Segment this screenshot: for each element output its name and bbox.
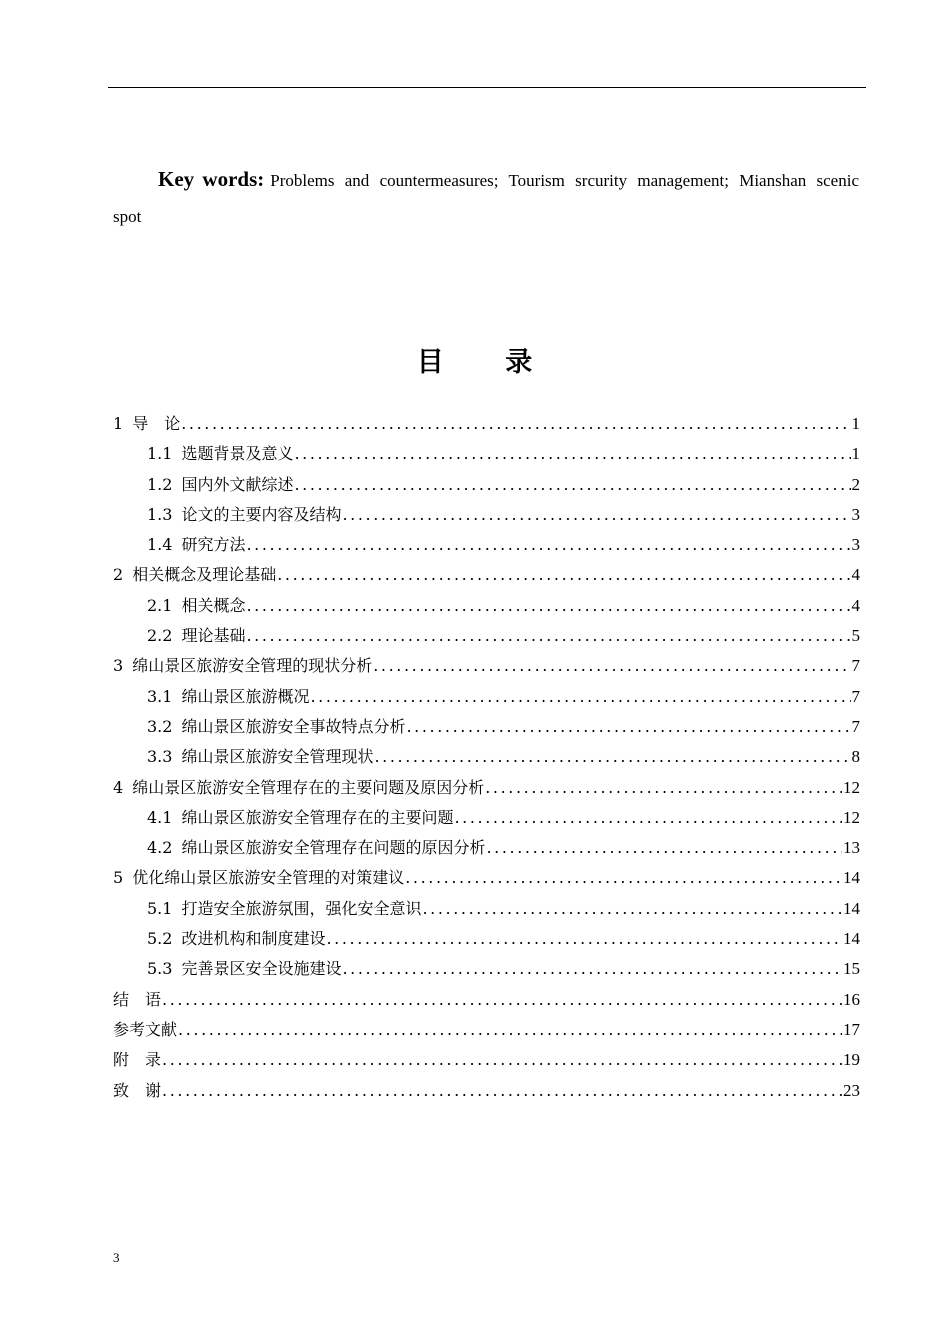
toc-entry-number: 1.3 xyxy=(147,504,173,524)
toc-entry[interactable] xyxy=(113,833,860,863)
toc-entry-page: 1 xyxy=(851,414,860,433)
toc-entry-page: 5 xyxy=(851,626,860,646)
toc-leader-dots xyxy=(374,742,850,772)
toc-entry-page: 14 xyxy=(843,868,860,888)
toc-entry-label: 绵山景区旅游安全管理的现状分析 xyxy=(132,656,373,676)
toc-entry-number: 5.1 xyxy=(147,898,173,918)
toc-entry-page: 7 xyxy=(851,686,860,706)
toc-entry-number: 5.2 xyxy=(147,929,173,949)
header-rule xyxy=(108,87,866,88)
toc-entry-label: 相关概念及理论基础 xyxy=(132,565,277,585)
toc-entry[interactable] xyxy=(113,591,860,621)
toc-entry-number: 2.2 xyxy=(147,626,173,646)
toc-leader-dots xyxy=(246,591,850,621)
toc-leader-dots xyxy=(162,1076,842,1106)
toc-leader-dots xyxy=(277,560,850,590)
toc-entry[interactable] xyxy=(113,954,860,984)
toc-leader-dots xyxy=(485,773,842,803)
toc-entry-label: 导 论 xyxy=(132,414,181,433)
keywords-label: Key words: xyxy=(158,167,265,191)
toc-entry-page: 12 xyxy=(843,807,860,827)
toc-entry-page: 19 xyxy=(843,1050,860,1070)
toc-entry-label: 改进机构和制度建设 xyxy=(181,929,326,949)
toc-entry-number: 1.4 xyxy=(147,535,173,555)
toc-entry-label: 完善景区安全设施建设 xyxy=(181,959,342,979)
toc-entry[interactable] xyxy=(113,773,860,803)
toc-entry-label: 理论基础 xyxy=(181,626,246,646)
toc-entry-number: 1 xyxy=(113,414,124,433)
toc-entry-page: 14 xyxy=(843,929,860,949)
toc-leader-dots xyxy=(181,409,850,439)
toc-entry-number: 4 xyxy=(113,777,124,797)
toc-leader-dots xyxy=(178,1015,842,1045)
toc-entry-label: 绵山景区旅游安全管理存在的主要问题及原因分析 xyxy=(132,777,485,797)
toc-entry[interactable] xyxy=(113,682,860,712)
toc-entry[interactable] xyxy=(113,560,860,590)
toc-entry-number: 5 xyxy=(113,868,124,888)
toc-entry-label: 绵山景区旅游安全管理存在问题的原因分析 xyxy=(181,838,486,858)
toc-entry-page: 15 xyxy=(843,959,860,979)
toc-entry[interactable] xyxy=(113,863,860,893)
toc-entry-page: 4 xyxy=(851,565,860,585)
toc-entry-page: 17 xyxy=(843,1019,860,1039)
toc-entry-number: 3 xyxy=(113,656,124,676)
toc-entry-page: 7 xyxy=(851,716,860,736)
toc-entry-number: 2 xyxy=(113,565,124,585)
toc-leader-dots xyxy=(294,439,850,469)
toc-leader-dots xyxy=(373,651,850,681)
toc-entry-page: 2 xyxy=(851,474,860,494)
toc-leader-dots xyxy=(294,470,850,500)
toc-leader-dots xyxy=(246,621,850,651)
toc-entry[interactable] xyxy=(113,712,860,742)
toc-entry-label: 参考文献 xyxy=(113,1019,178,1039)
toc-entry[interactable] xyxy=(113,439,860,469)
toc-entry-page: 1 xyxy=(851,444,860,464)
toc-leader-dots xyxy=(342,954,842,984)
toc-leader-dots xyxy=(406,712,850,742)
toc-leader-dots xyxy=(326,924,842,954)
toc-entry-label: 绵山景区旅游安全管理现状 xyxy=(181,747,374,767)
toc-entry-number: 1.1 xyxy=(147,444,173,464)
keywords-paragraph xyxy=(113,161,859,235)
toc-entry-number: 3.3 xyxy=(147,747,173,767)
toc-entry-number: 3.2 xyxy=(147,716,173,736)
toc-leader-dots xyxy=(162,1045,842,1075)
toc-entry[interactable] xyxy=(113,530,860,560)
toc-entry[interactable] xyxy=(113,924,860,954)
toc-entry[interactable] xyxy=(113,1015,860,1045)
toc-entry[interactable] xyxy=(113,409,860,439)
toc-entry-page: 3 xyxy=(851,535,860,555)
toc-entry-label: 结 语 xyxy=(113,989,162,1009)
toc-entry[interactable] xyxy=(113,1045,860,1075)
toc-leader-dots xyxy=(342,500,850,530)
toc-entry-label: 研究方法 xyxy=(181,535,246,555)
toc-leader-dots xyxy=(162,985,842,1015)
toc-entry-page: 16 xyxy=(843,989,860,1009)
toc-entry[interactable] xyxy=(113,985,860,1015)
toc-entry-label: 优化绵山景区旅游安全管理的对策建议 xyxy=(132,868,405,888)
toc-entry-label: 选题背景及意义 xyxy=(181,444,294,464)
toc-entry-page: 23 xyxy=(843,1080,860,1100)
toc-entry-page: 14 xyxy=(843,898,860,918)
toc-entry-page: 13 xyxy=(843,838,860,858)
toc-entry-number: 3.1 xyxy=(147,686,173,706)
toc-entry-label: 绵山景区旅游概况 xyxy=(181,686,310,706)
toc-entry[interactable] xyxy=(113,894,860,924)
toc-title: 目 录 xyxy=(416,347,559,378)
toc-entry-label: 论文的主要内容及结构 xyxy=(181,504,342,524)
toc-entry-page: 8 xyxy=(851,747,860,767)
toc-entry-label: 绵山景区旅游安全管理存在的主要问题 xyxy=(181,807,454,827)
toc-entry-label: 打造安全旅游氛围，强化安全意识 xyxy=(181,898,422,918)
toc-entry-page: 4 xyxy=(851,595,860,615)
toc-entry[interactable] xyxy=(113,621,860,651)
toc-entry[interactable] xyxy=(113,742,860,772)
toc-entry-number: 4.2 xyxy=(147,838,173,858)
toc-leader-dots xyxy=(454,803,842,833)
toc-leader-dots xyxy=(405,863,842,893)
toc-entry-number: 4.1 xyxy=(147,807,173,827)
toc-leader-dots xyxy=(310,682,850,712)
toc-entry-page: 12 xyxy=(843,777,860,797)
toc-entry-label: 附 录 xyxy=(113,1050,162,1070)
page-number: 3 xyxy=(113,1250,120,1265)
toc-entry-label: 致 谢 xyxy=(113,1080,162,1100)
toc-entry[interactable] xyxy=(113,500,860,530)
toc-entry-label: 绵山景区旅游安全事故特点分析 xyxy=(181,716,406,736)
toc-entry-label: 国内外文献综述 xyxy=(181,474,294,494)
toc-entry-number: 2.1 xyxy=(147,595,173,615)
toc-entry-number: 1.2 xyxy=(147,474,173,494)
toc-leader-dots xyxy=(246,530,850,560)
toc-entry[interactable] xyxy=(113,803,860,833)
table-of-contents xyxy=(113,409,860,1106)
keywords-text: Problems and countermeasures; Tourism srcurity management; Mianshan scenic spot xyxy=(113,171,859,226)
toc-entry-page: 3 xyxy=(851,504,860,524)
toc-entry[interactable] xyxy=(113,470,860,500)
toc-entry-page: 7 xyxy=(851,656,860,676)
toc-entry-label: 相关概念 xyxy=(181,595,246,615)
toc-entry[interactable] xyxy=(113,651,860,681)
toc-leader-dots xyxy=(422,894,842,924)
toc-entry-number: 5.3 xyxy=(147,959,173,979)
toc-leader-dots xyxy=(486,833,842,863)
toc-entry[interactable] xyxy=(113,1076,860,1106)
